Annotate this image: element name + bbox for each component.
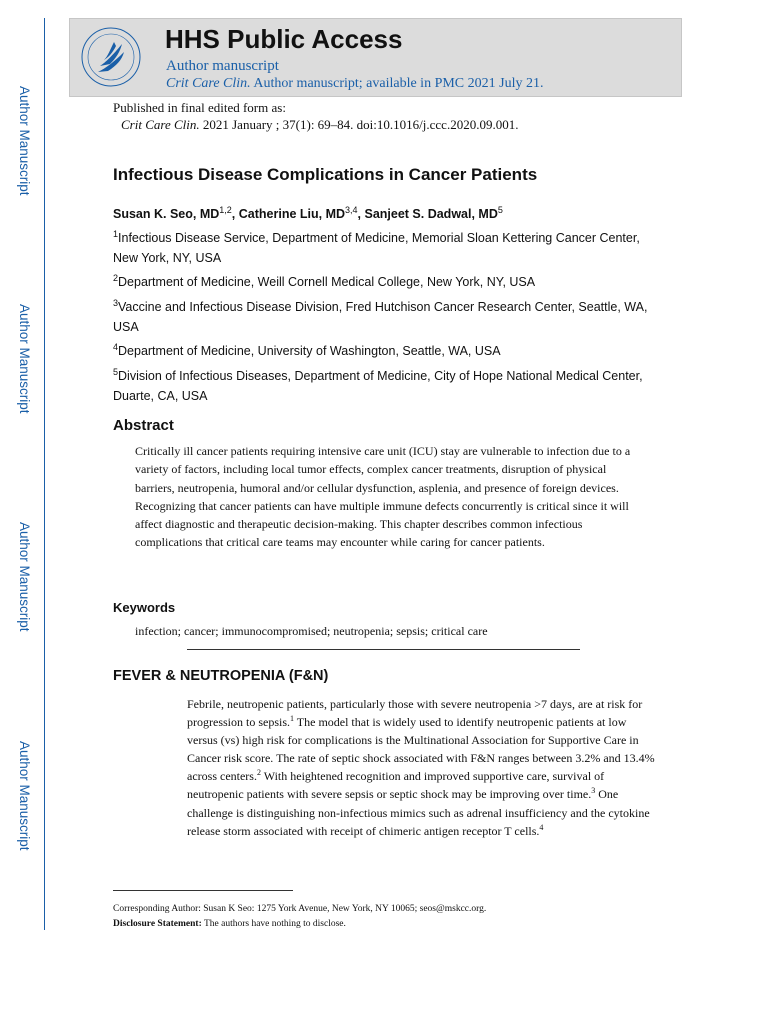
author-separator: ,	[231, 207, 239, 222]
citation	[121, 117, 518, 133]
body-sentence: Febrile, neutropenic patients, particularly those with severe neutropenia >7 days, are at risk for progression to sepsis.	[187, 697, 643, 730]
author-list	[113, 205, 503, 221]
article-title: Infectious Disease Complications in Cancer Patients	[113, 165, 538, 184]
body-sentence: With heightened recognition and improved supportive care, survival of neutropenic patients with severe sepsis or septic shock may be improving over time.	[187, 769, 605, 802]
affiliation-text: Infectious Disease Service, Department of Medicine, Memorial Sloan Kettering Cancer Center, New York, NY, USA	[113, 231, 640, 266]
abstract-heading: Abstract	[113, 417, 174, 434]
availability-text: Author manuscript; available in PMC 2021 July 21.	[250, 76, 544, 91]
author-name: Catherine Liu, MD	[238, 207, 346, 222]
citation-journal: Crit Care Clin.	[121, 117, 200, 132]
sidebar-rule	[44, 18, 45, 930]
affiliation-number: 2	[113, 273, 119, 283]
author-name: Sanjeet S. Dadwal, MD	[364, 207, 498, 222]
author-separator: ,	[357, 207, 365, 222]
affiliation-text: Vaccine and Infectious Disease Division, Fred Hutchison Cancer Research Center, Seattle, WA, USA	[113, 300, 648, 335]
keywords-text: infection; cancer; immunocompromised; neutropenia; sepsis; critical care	[135, 624, 488, 638]
abstract-text: Critically ill cancer patients requiring intensive care unit (ICU) stay are vulnerable to infection due to a variety of factors, including local tumor effects, complex cancer treatments, disruption of physical barriers, neutropenia, humoral and/or cellular dysfunction, asplenia, and presence of foreign devices. Recognizing that cancer patients can have multiple immune defects concurrently is critical since it will affect diagnostic and therapeutic decision-making. This chapter describes common infectious complications that critical care teams may encounter while caring for cancer patients.	[135, 444, 631, 550]
hhs-title: HHS Public Access	[165, 24, 403, 54]
published-label: Published in final edited form as:	[113, 100, 286, 115]
hhs-eagle-logo-icon	[80, 26, 142, 88]
reference-number: 4	[539, 822, 544, 832]
affiliation	[113, 362, 658, 406]
affiliation-text: Department of Medicine, Weill Cornell Medical College, New York, NY, USA	[118, 275, 536, 290]
hhs-header	[69, 18, 682, 97]
body-sentence: The model that is widely used to identify neutropenic patients at low versus (vs) high risk for complications is the Multinational Association for Supportive Care in Cancer risk score. The rate of septic shock associated with F&N ranges between 3.2% and 13.4% across centers.	[187, 715, 655, 784]
reference-number: 1	[290, 714, 294, 724]
affiliation	[113, 293, 658, 337]
corresponding-author-note: Corresponding Author: Susan K Seo: 1275 York Avenue, New York, NY 10065; seos@mskcc.org.	[113, 904, 487, 914]
disclosure-note	[113, 919, 346, 929]
footnote-divider	[113, 890, 293, 891]
affiliation	[113, 337, 658, 361]
author-name: Susan K. Seo, MD	[113, 207, 220, 222]
disclosure-text: The authors have nothing to disclose.	[201, 919, 346, 929]
affiliation-number: 3	[113, 298, 119, 308]
author-affiliation-ref: 1,2	[219, 205, 232, 215]
journal-availability	[166, 76, 543, 92]
section-divider	[187, 649, 580, 650]
affiliation-text: Division of Infectious Diseases, Department of Medicine, City of Hope National Medical Center, Duarte, CA, USA	[113, 369, 643, 404]
author-affiliation-ref: 5	[497, 205, 503, 215]
reference-number: 2	[256, 768, 261, 778]
affiliation	[113, 268, 658, 292]
affiliation-number: 1	[113, 229, 119, 239]
body-sentence: One challenge is distinguishing non-infectious mimics such as adrenal insufficiency and the cytokine release storm associated with receipt of chimeric antigen receptor T cells.	[187, 787, 650, 838]
author-affiliation-ref: 3,4	[345, 205, 358, 215]
affiliation-text: Department of Medicine, University of Washington, Seattle, WA, USA	[118, 344, 501, 359]
journal-name: Crit Care Clin.	[166, 76, 251, 91]
citation-details: 2021 January ; 37(1): 69–84. doi:10.1016/j.ccc.2020.09.001.	[199, 117, 519, 132]
affiliation-number: 5	[113, 367, 119, 377]
affiliation	[113, 224, 658, 268]
disclosure-label: Disclosure Statement:	[113, 919, 202, 929]
affiliation-number: 4	[113, 342, 119, 352]
section-heading: FEVER & NEUTROPENIA (F&N)	[113, 668, 329, 684]
section-body	[187, 695, 657, 840]
keywords-heading: Keywords	[113, 600, 176, 615]
reference-number: 3	[591, 786, 596, 796]
author-manuscript-label: Author manuscript	[166, 58, 279, 74]
